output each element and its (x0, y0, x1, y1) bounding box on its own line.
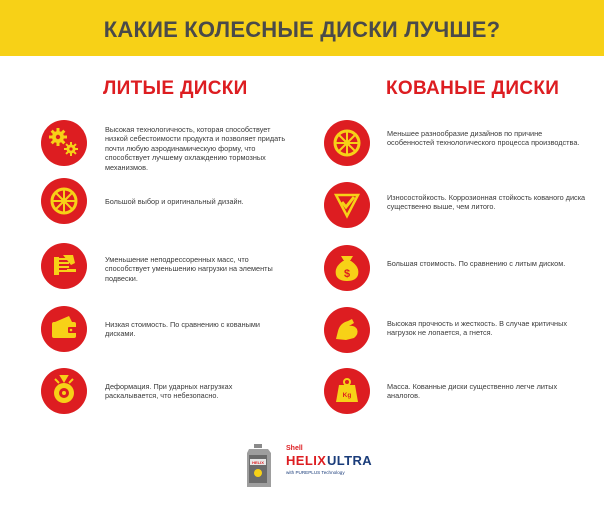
weight-icon (324, 368, 370, 414)
bottle-label: HELIX (252, 460, 264, 465)
suspension-icon (41, 243, 87, 289)
money-bag-icon (324, 245, 370, 291)
svg-text:Kg: Kg (342, 392, 352, 399)
left-item-4-text: Низкая стоимость. По сравнению с коваными дисками. (105, 320, 260, 339)
quality-check-icon (324, 182, 370, 228)
logo-shell-text: Shell (286, 445, 303, 452)
left-item-5-text: Деформация. При ударных нагрузках раскалывается, что небезопасно. (105, 382, 233, 401)
left-column-title: ЛИТЫЕ ДИСКИ (103, 78, 248, 99)
oil-bottle-image (244, 443, 276, 489)
logo-ultra-text: ULTRA (327, 453, 373, 468)
wheel-rim-icon (324, 120, 370, 166)
wallet-icon (41, 306, 87, 352)
logo-helix-text: HELIX (286, 453, 327, 468)
right-item-2-text: Износостойкость. Коррозионная стойкость кованого диска существенно выше, чем литого. (387, 193, 586, 212)
right-column-title: КОВАНЫЕ ДИСКИ (386, 78, 560, 99)
shell-helix-logo (244, 441, 374, 491)
page-title: КАКИЕ КОЛЕСНЫЕ ДИСКИ ЛУЧШЕ? (103, 17, 501, 42)
wheel-rim-icon (41, 178, 87, 224)
left-item-2-text: Большой выбор и оригинальный дизайн. (105, 197, 244, 206)
right-item-3-text: Большая стоимость. По сравнению с литым диском. (387, 259, 566, 268)
logo-tagline: with PUREPLUS Technology (286, 470, 345, 475)
damaged-wheel-icon (41, 368, 87, 414)
right-item-4-text: Высокая прочность и жесткость. В случае критичных нагрузок не лопается, а гнется. (387, 319, 567, 338)
left-item-1-text: Высокая технологичность, которая способствует низкой себестоимости продукта и позволяет придать почти любую аэродинамическую форму, что способствует лучшему охлаждению тормозных механизмов. (105, 125, 286, 172)
right-item-5-text: Масса. Кованные диски существенно легче литых аналогов. (387, 382, 558, 401)
right-item-1-text: Меньшее разнообразие дизайнов по причине особенностей технологического процесса производства. (387, 129, 580, 148)
svg-text:$: $ (343, 268, 351, 280)
strong-arm-icon (324, 307, 370, 353)
gears-icon (41, 120, 87, 166)
left-item-3-text: Уменьшение неподрессоренных масс, что способствует уменьшению нагрузки на элементы подвески. (105, 255, 273, 283)
header-banner (0, 0, 604, 56)
